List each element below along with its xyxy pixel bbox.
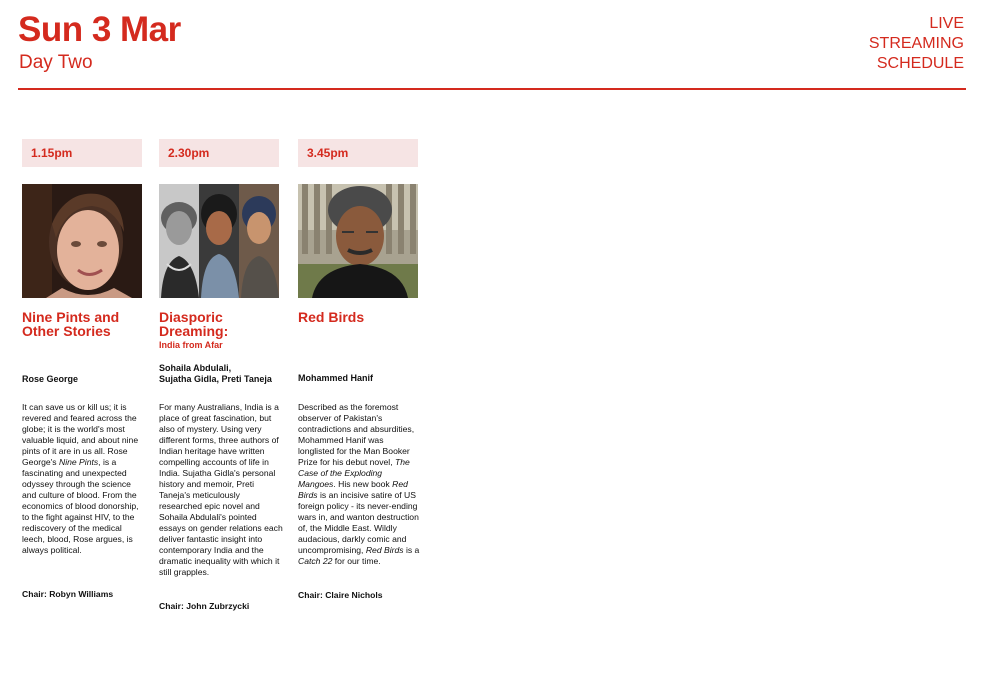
session-time: 3.45pm [298, 139, 418, 167]
session-time: 2.30pm [159, 139, 279, 167]
title-line: Nine Pints and [22, 309, 120, 325]
speaker-names [298, 373, 428, 384]
live-line: STREAMING [868, 35, 964, 52]
live-line: LIVE [929, 15, 964, 32]
italic-title-text: Nine Pints [59, 457, 99, 467]
title-line: Diasporic [159, 309, 223, 325]
description-text: For many Australians, India is a place of great fascination, but also of mystery. Using very different forms, three authors of Indian heritage have written compelling accounts of life in India. Sujatha Gidla's personal history and memoir, Preti Taneja's meticulously researched epic novel and Sohaila Abdulali's pointed essays on gender relations each deliver fantastic insight into contemporary India and the dramatic inequality with which it still grapples. [159, 402, 283, 577]
speaker-photo [298, 184, 418, 298]
speaker-line: Mohammed Hanif [298, 373, 374, 383]
session-title [159, 310, 284, 351]
speaker-line: Rose George [22, 374, 79, 384]
italic-title-text: Red Birds [365, 545, 404, 555]
description-text: is an incisive satire of US foreign policy - its never-ending wars in, and wanton destruction of, the Middle East. Wildly audacious, darkly comic and uncompromising, [298, 490, 419, 555]
speaker-line: Sohaila Abdulali, [159, 363, 232, 373]
session-chair: Chair: Robyn Williams [22, 589, 114, 599]
session-card [159, 139, 283, 611]
live-line: SCHEDULE [876, 55, 964, 72]
speaker-photo [159, 184, 279, 298]
day-label: Day Two [19, 52, 93, 73]
speaker-photo [22, 184, 142, 298]
speaker-names [159, 363, 289, 385]
session-description [298, 402, 422, 567]
header-divider [18, 88, 966, 90]
description-text: , is a fascinating and unexpected odyssey through the science and culture of blood. From the economics of blood donorship, to the fight against HIV, to the rediscovery of the medical leech, blood, Rose argues, is always political. [22, 457, 139, 555]
italic-title-text: The Case of the Exploding Mangoes [298, 457, 410, 489]
session-title [298, 310, 423, 324]
speaker-line: Sujatha Gidla, Preti Taneja [159, 374, 272, 384]
session-chair: Chair: Claire Nichols [298, 590, 383, 600]
description-text: Described as the foremost observer of Pakistan's contradictions and absurdities, Mohammed Hanif was longlisted for the Man Booker Prize for his debut novel, [298, 402, 415, 467]
session-description [159, 402, 283, 578]
italic-title-text: Red Birds [298, 479, 408, 500]
session-card [298, 139, 420, 600]
description-text: for our time. [332, 556, 381, 566]
title-line: Red Birds [298, 309, 365, 325]
title-line: Dreaming: [159, 323, 229, 339]
session-card [22, 139, 142, 599]
session-subtitle: India from Afar [159, 340, 223, 350]
title-line: Other Stories [22, 323, 111, 339]
description-text: . His new book [333, 479, 393, 489]
description-text: is a [403, 545, 420, 555]
live-streaming-label [869, 14, 964, 74]
description-text: It can save us or kill us; it is revered and feared across the globe; it is the world's most valuable liquid, and about nine pints of it are in us all. Rose George's [22, 402, 139, 467]
session-time: 1.15pm [22, 139, 142, 167]
session-title [22, 310, 147, 338]
italic-title-text: Catch 22 [298, 556, 333, 566]
session-chair: Chair: John Zubrzycki [159, 601, 250, 611]
speaker-names [22, 374, 152, 385]
page-title: Sun 3 Mar [18, 10, 181, 49]
session-description [22, 402, 146, 556]
